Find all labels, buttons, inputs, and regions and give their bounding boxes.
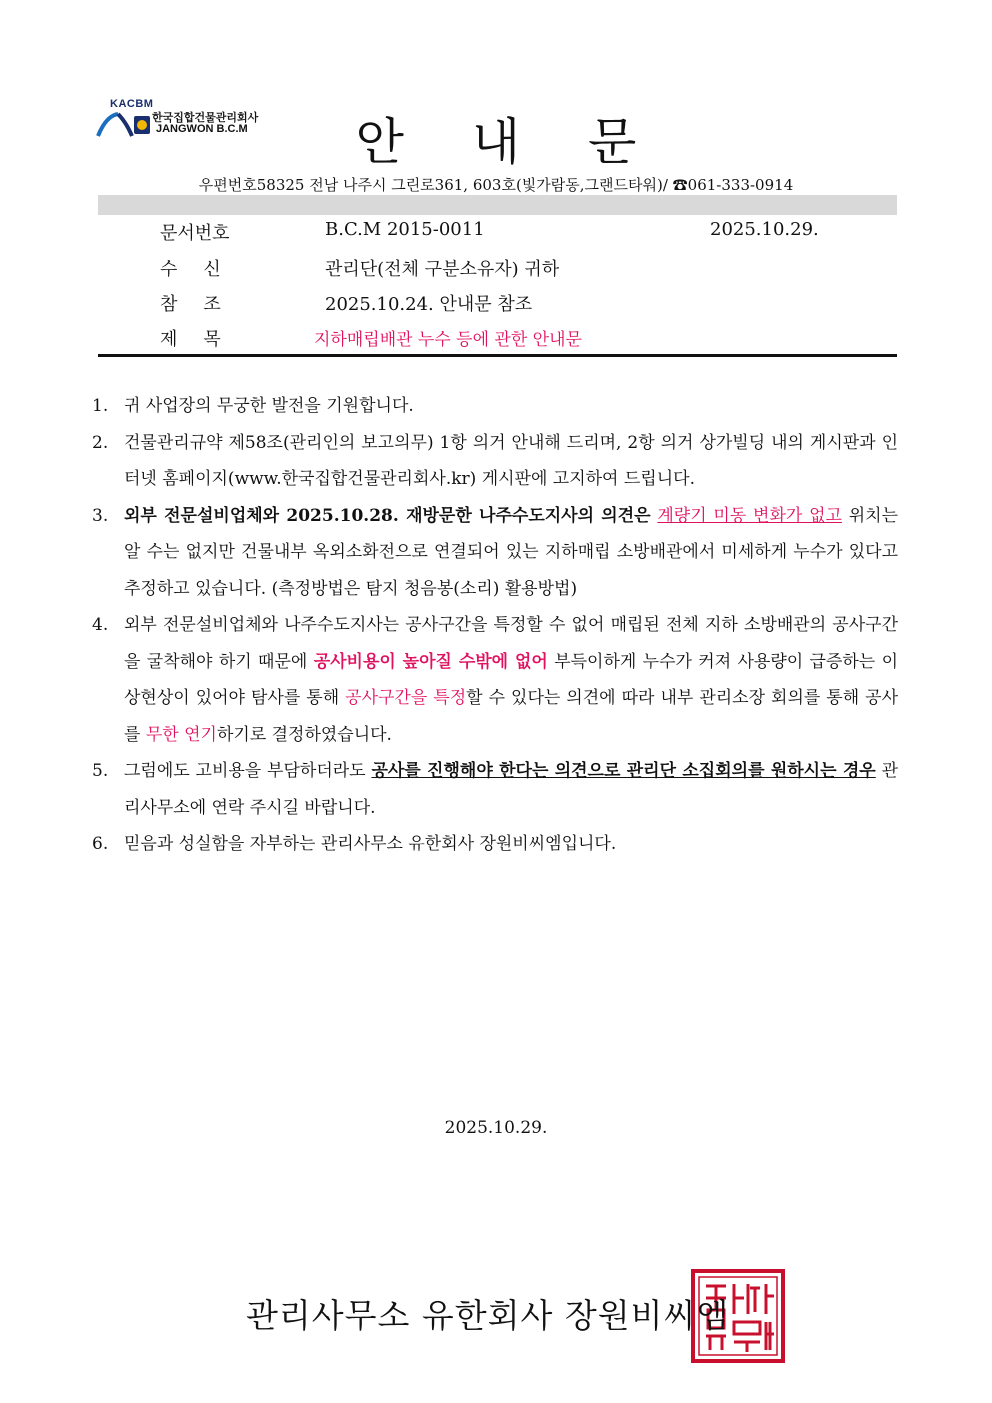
item-text: 하기로 결정하였습니다. [216, 724, 392, 745]
signer-name: 관리사무소 유한회사 장원비씨엠 [246, 1296, 730, 1335]
doc-number: B.C.M 2015-0011 [325, 219, 485, 240]
item-text: 귀 사업장의 무궁한 발전을 기원합니다. [124, 396, 414, 416]
item-text-emphasis: 공사를 진행해야 한다는 의견으로 관리단 소집회의를 원하시는 경우 [371, 761, 876, 781]
header-divider [98, 354, 897, 357]
item-text-highlight: 계량기 미동 변화가 없고 [657, 505, 842, 526]
list-item [92, 753, 898, 826]
item-text: 할 수 있다는 의견에 따라 내부 관리소장 회의를 통해 공사를 [124, 688, 899, 745]
item-text: 그럼에도 고비용을 부담하더라도 [124, 761, 366, 781]
item-text: 믿음과 성실함을 자부하는 관리사무소 유한회사 장원비씨엠입니다. [124, 834, 617, 854]
item-text-highlight: 무한 연기 [145, 724, 217, 745]
logo-abbr: KACBM [110, 98, 154, 110]
logo-company-english: JANGWON B.C.M [156, 123, 248, 135]
item-text-highlight: 공사구간을 특정 [345, 688, 467, 708]
company-address: 우편번호58325 전남 나주시 그린로361, 603호(빛가람동,그랜드타워)/ ☎061-333-0914 [198, 176, 794, 194]
item-number: 1. [92, 396, 109, 416]
recipient: 관리단(전체 구분소유자) 귀하 [325, 259, 560, 280]
doc-date: 2025.10.29. [710, 219, 819, 240]
list-item [92, 607, 898, 753]
header-band [98, 195, 897, 215]
item-number: 5. [92, 761, 109, 781]
reference-row [98, 290, 897, 320]
item-text: 관리사무소에 연락 주시길 바랍니다. [124, 761, 899, 818]
recipient-row [98, 255, 897, 285]
list-item [92, 388, 898, 425]
item-number: 6. [92, 834, 109, 854]
list-item [92, 498, 898, 608]
signature-date: 2025.10.29. [444, 1118, 548, 1138]
logo-company-korean: 한국집합건물관리회사 [152, 111, 259, 124]
recipient-label: 수신 [160, 259, 247, 280]
item-number: 4. [92, 615, 109, 635]
item-text: 외부 전문설비업체와 나주수도지사는 공사구간을 특정할 수 없어 매립된 전체 지하 소방배관의 공사구간을 굴착해야 하기 때문에 [124, 615, 898, 672]
item-text-bold: 외부 전문설비업체와 2025.10.28. 재방문한 나주수도지사의 의견은 [124, 505, 651, 526]
item-number: 2. [92, 432, 109, 453]
subject: 지하매립배관 누수 등에 관한 안내문 [314, 330, 582, 350]
list-item [92, 826, 898, 863]
notice-body [92, 388, 898, 863]
reference-label: 참조 [160, 294, 247, 315]
doc-number-label: 문서번호 [160, 223, 230, 244]
doc-number-row [98, 219, 897, 249]
reference: 2025.10.24. 안내문 참조 [325, 294, 533, 315]
item-number: 3. [92, 505, 109, 526]
item-text: 건물관리규약 제58조(관리인의 보고의무) 1항 의거 안내해 드리며, 2항 의거 상가빌딩 내의 게시판과 인터넷 홈페이지(www.한국집합건물관리회사.kr) 게시판에 고지하여 드립니다. [124, 432, 898, 489]
document-title: 안 내 문 [355, 113, 663, 171]
subject-row [98, 325, 897, 355]
item-text: 위치는 알 수는 없지만 건물내부 옥외소화전으로 연결되어 있는 지하매립 소방배관에서 미세하게 누수가 있다고 추정하고 있습니다. (측정방법은 탐지 청음봉(소리) 활용방법) [124, 505, 899, 599]
subject-label: 제목 [160, 329, 247, 350]
item-text-highlight: 공사비용이 높아질 수밖에 없어 [313, 651, 548, 672]
list-item [92, 425, 898, 498]
item-text: 부득이하게 누수가 커져 사용량이 급증하는 이상현상이 있어야 탐사를 통해 [124, 651, 899, 708]
